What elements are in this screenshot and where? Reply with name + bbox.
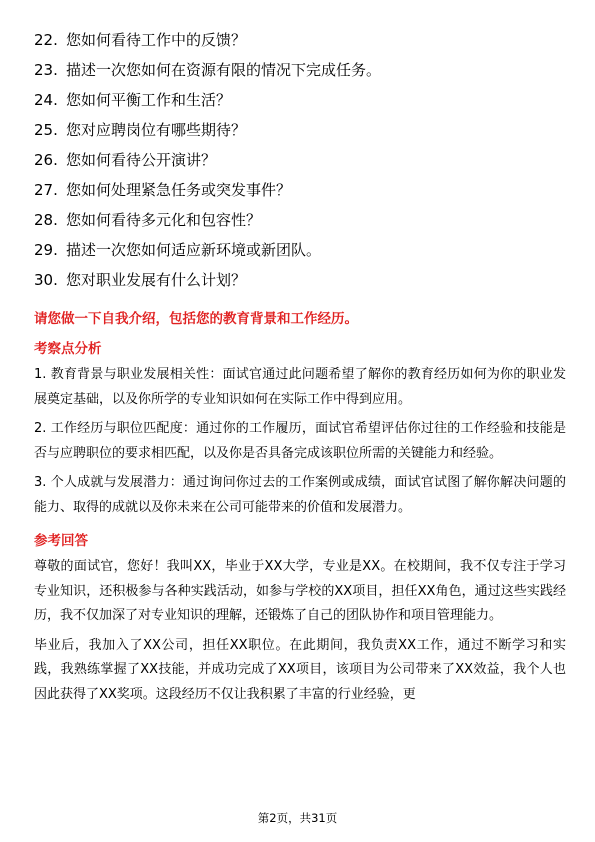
question-number: 28. [34,211,58,229]
reference-heading: 参考回答 [34,533,88,549]
question-number: 26. [34,151,58,169]
analysis-point: 3. 个人成就与发展潜力：通过询问你过去的工作案例或成绩，面试官试图了解你解决问题的能力、取得的成就以及你未来在公司可能带来的价值和发展潜力。 [34,475,566,515]
page-footer: 第2页，共31页 [257,811,338,825]
featured-question: 请您做一下自我介绍，包括您的教育背景和工作经历。 [34,311,358,327]
question-text: 您对职业发展有什么计划？ [66,271,247,289]
question-text: 您对应聘岗位有哪些期待？ [66,121,247,139]
question-text: 您如何看待公开演讲？ [66,151,217,169]
list-item [34,177,574,207]
question-text: 您如何看待多元化和包容性？ [66,211,262,229]
analysis-point: 2. 工作经历与职位匹配度：通过你的工作履历，面试官希望评估你过往的工作经验和技能是否与应聘职位的要求相匹配，以及你是否具备完成该职位所需的关键能力和经验。 [34,421,566,461]
list-item [34,147,574,177]
question-number: 27. [34,181,58,199]
reference-paragraph: 毕业后，我加入了XX公司，担任XX职位。在此期间，我负责XX工作，通过不断学习和实践，我熟练掌握了XX技能，并成功完成了XX项目，该项目为公司带来了XX效益，我个人也因此获得了XX奖项。这段经历不仅让我积累了丰富的行业经验，更 [34,637,566,702]
list-item [34,117,574,147]
question-text: 您如何平衡工作和生活？ [66,91,232,109]
question-text: 描述一次您如何在资源有限的情况下完成任务。 [66,61,382,79]
question-text: 您如何处理紧急任务或突发事件？ [66,181,292,199]
list-item [34,87,574,117]
question-list [34,27,574,297]
list-item [34,267,574,297]
question-number: 23. [34,61,58,79]
list-item [34,27,574,57]
question-number: 30. [34,271,58,289]
question-number: 29. [34,241,58,259]
question-number: 25. [34,121,58,139]
question-text: 描述一次您如何适应新环境或新团队。 [66,241,322,259]
list-item [34,207,574,237]
question-number: 22. [34,31,58,49]
question-number: 24. [34,91,58,109]
list-item [34,57,574,87]
answer-section [34,309,566,712]
analysis-point: 1. 教育背景与职业发展相关性：面试官通过此问题希望了解你的教育经历如何为你的职业发展奠定基础，以及你所学的专业知识如何在实际工作中得到应用。 [34,367,566,407]
list-item [34,237,574,267]
question-text: 您如何看待工作中的反馈？ [66,31,247,49]
analysis-heading: 考察点分析 [34,341,102,357]
reference-paragraph: 尊敬的面试官，您好！我叫XX，毕业于XX大学，专业是XX。在校期间，我不仅专注于学习专业知识，还积极参与各种实践活动，如参与学校的XX项目，担任XX角色，通过这些实践经历，我不仅加深了对专业知识的理解，还锻炼了自己的团队协作和项目管理能力。 [34,559,566,623]
